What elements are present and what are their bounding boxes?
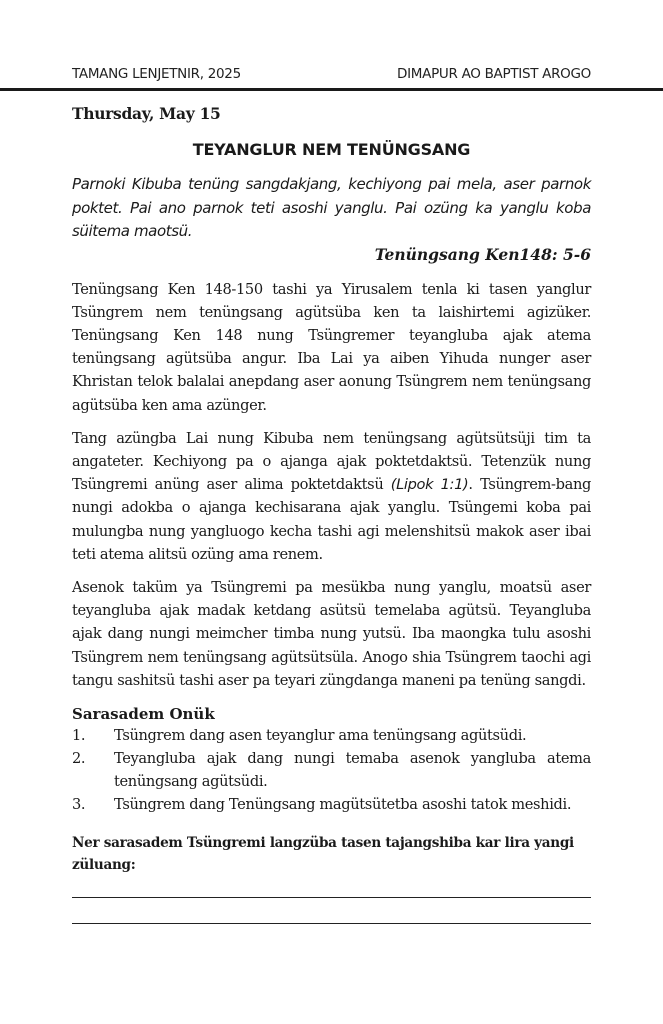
paragraph-2: [72, 427, 591, 566]
question-item: [72, 793, 591, 816]
paragraph-2-text-end: . Tsüngrem-bang nungi adokba o ajanga kechisarana ajak yanglu. Tsüngemi koba pai mulungba nung yangluogo kecha tashi agi melenshitsü makok aser ibai teti atema alitsü ozüng ama renem.: [72, 476, 591, 563]
date-heading: Thursday, May 15: [72, 104, 221, 123]
scripture-citation: (Lipok 1:1): [390, 476, 469, 494]
header-right: DIMAPUR AO BAPTIST AROGO: [397, 66, 591, 82]
verse-reference: Tenüngsang Ken148: 5-6: [374, 244, 591, 264]
question-item: [72, 724, 591, 747]
paragraph-3: Asenok taküm ya Tsüngremi pa mesükba nung yanglu, moatsü aser teyangluba ajak madak ketdang asütsü temelaba agütsü. Teyangluba ajak dang nungi meimcher timba nung yutsü. Iba maongka tulu asoshi Tsüngrem nem tenüngsang agütsütsüla. Anogo shia Tsüngrem taochi agi tangu sashitsü tashi aser pa teyari züngdanga maneni pa tenüng sangdi.: [72, 578, 591, 689]
writing-line-2: [72, 922, 591, 924]
question-item: [72, 747, 591, 793]
paragraph-1: Tenüngsang Ken 148-150 tashi ya Yirusalem tenla ki tasen yanglur Tsüngrem nem tenüngsang agütsüba ken ta laishirtemi agizüker. Tenüngsang Ken 148 nung Tsüngremer teyangluba ajak atema tenüngsang agütsüba angur. Iba Lai ya aiben Yihuda nunger aser Khristan telok balalai anepdang aser aonung Tsüngrem nem tenüngsang agütsüba ken ama azünger.: [72, 280, 591, 414]
running-header: [72, 66, 591, 82]
question-number: 2.: [72, 749, 86, 767]
question-text: Tsüngrem dang Tenüngsang magütsütetba asoshi tatok meshidi.: [114, 795, 572, 813]
page-title: TEYANGLUR NEM TENÜNGSANG: [192, 140, 471, 159]
question-text: Teyangluba ajak dang nungi temaba asenok yangluba atema tenüngsang agütsüdi.: [114, 749, 591, 790]
page-content: [72, 104, 591, 924]
verse-text: Parnoki Kibuba tenüng sangdakjang, kechiyong pai mela, aser parnok poktet. Pai ano parnok teti asoshi yanglu. Pai ozüng ka yanglu koba süitema maotsü.: [72, 175, 591, 240]
writing-line-1: [72, 896, 591, 898]
questions-heading: Sarasadem Onük: [72, 704, 215, 723]
question-text: Tsüngrem dang asen teyanglur ama tenüngsang agütsüdi.: [114, 726, 527, 744]
questions-list: [72, 724, 591, 816]
header-rule: [0, 88, 663, 91]
question-number: 3.: [72, 795, 86, 813]
question-number: 1.: [72, 726, 86, 744]
paragraph-2-text: Tang azüngba Lai nung Kibuba nem tenüngsang agütsütsüji tim ta angateter. Kechiyong pa o ajanga ajak poktetdaktsü. Tetenzük nung Tsüngremi anüng aser alima poktetdaktsü: [72, 429, 591, 494]
header-left: TAMANG LENJETNIR, 2025: [72, 66, 241, 82]
prayer-prompt: Ner sarasadem Tsüngremi langzüba tasen tajangshiba kar lira yangi züluang:: [72, 834, 574, 873]
